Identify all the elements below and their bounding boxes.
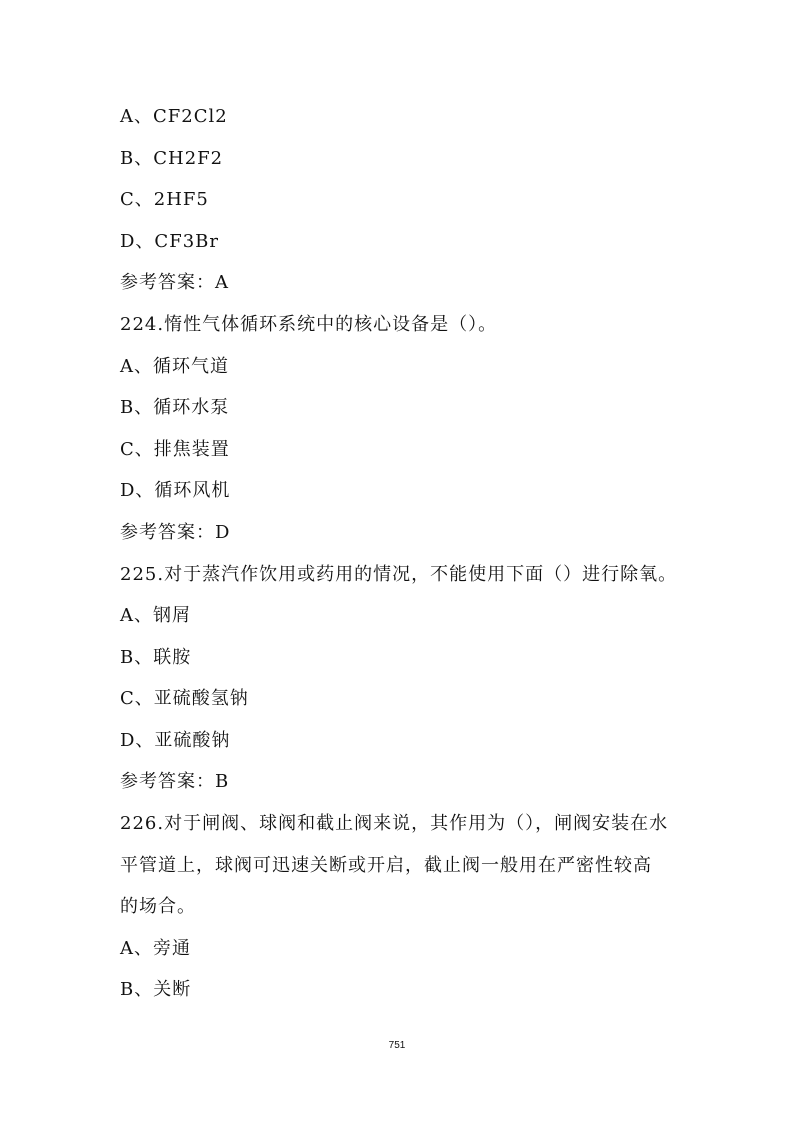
q223-option-c: C、2HF5	[120, 189, 209, 210]
q226-question-line-3: 的场合。	[120, 896, 196, 917]
q225-answer: 参考答案：B	[120, 771, 230, 792]
q226-option-b: B、关断	[120, 979, 192, 1000]
q224-option-d: D、循环风机	[120, 480, 231, 501]
q224-option-b: B、循环水泵	[120, 397, 230, 418]
q226-option-a: A、旁通	[120, 938, 191, 959]
q226-question-line-2: 平管道上，球阀可迅速关断或开启，截止阀一般用在严密性较高	[120, 855, 652, 876]
q224-option-a: A、循环气道	[120, 356, 229, 377]
q224-question: 224.惰性气体循环系统中的核心设备是（）。	[120, 314, 498, 335]
q225-question: 225.对于蒸汽作饮用或药用的情况，不能使用下面（）进行除氧。	[120, 564, 678, 585]
q225-option-a: A、钢屑	[120, 605, 191, 626]
q223-option-b: B、CH2F2	[120, 148, 224, 169]
q223-option-d: D、CF3Br	[120, 231, 219, 252]
q224-answer: 参考答案：D	[120, 522, 231, 543]
q225-option-b: B、联胺	[120, 647, 192, 668]
q225-option-d: D、亚硫酸钠	[120, 730, 231, 751]
page-number: 751	[388, 1040, 406, 1051]
q224-option-c: C、排焦装置	[120, 439, 230, 460]
q226-question-line-1: 226.对于闸阀、球阀和截止阀来说，其作用为（），闸阀安装在水	[120, 813, 669, 834]
q225-option-c: C、亚硫酸氢钠	[120, 688, 249, 709]
q223-answer: 参考答案：A	[120, 272, 229, 293]
q223-option-a: A、CF2Cl2	[120, 106, 228, 127]
